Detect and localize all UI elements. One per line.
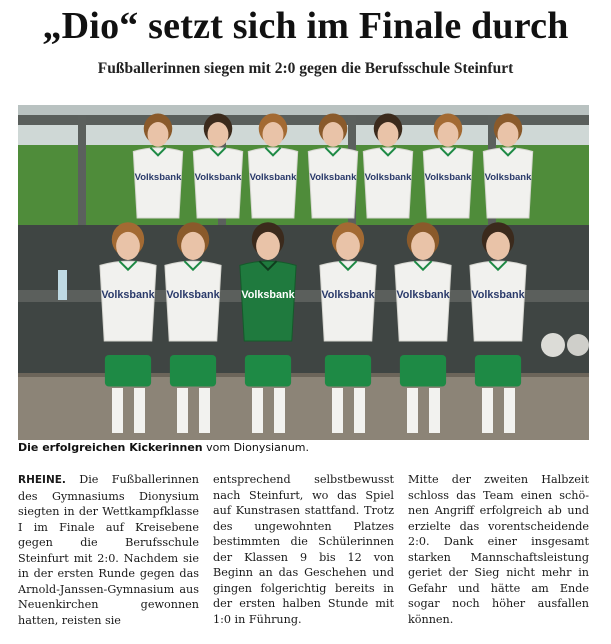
jersey-sponsor-logo: Volksbank — [471, 288, 525, 301]
jersey-sponsor-logo: Volksbank — [134, 172, 182, 183]
jersey-sponsor-logo: Volksbank — [249, 172, 297, 183]
column-1 — [18, 472, 199, 640]
jersey-sponsor-logo: Volksbank — [194, 172, 242, 183]
column-2: entsprechend selbstbewusst nach Steinfurt, wo das Spiel auf Kunstrasen stattfand. Trotz des ungewohnten Platzes bestimmten die Schülerinnen der Klassen 9 bis 12 von Beginn an das Geschehen und gingen folgerichtig bereits in der ersten halben Stunde mit 1:0 in Führung. — [213, 473, 394, 626]
player-shorts — [245, 355, 291, 387]
headline: „Dio“ setzt sich im Finale durch — [42, 5, 569, 47]
jersey-sponsor-logo: Volksbank — [321, 288, 375, 301]
player-sock — [332, 388, 343, 433]
jersey-sponsor-logo: Volksbank — [364, 172, 412, 183]
player-sock — [252, 388, 263, 433]
player-sock — [112, 388, 123, 433]
player-sock — [274, 388, 285, 433]
player-sock — [407, 388, 418, 433]
player-sock — [482, 388, 493, 433]
column-1-text: Die Fußballerinnen des Gymnasiums Dionysium siegten in der Wettkampfklasse I im Finale auf Kreisebene gegen die Berufsschule Steinfurt mit 2:0. Nachdem sie in der ersten Runde gegen das Arnold-Janssen-Gymnasium aus Neuenkirchen gewonnen hatten, reisten sie — [18, 473, 199, 627]
player-shorts — [170, 355, 216, 387]
player-shorts — [475, 355, 521, 387]
jersey-sponsor-logo: Volksbank — [241, 288, 295, 301]
dateline: RHEINE. — [18, 474, 66, 486]
player-sock — [177, 388, 188, 433]
player-shorts — [325, 355, 371, 387]
player-shorts — [105, 355, 151, 387]
jersey-sponsor-logo: Volksbank — [101, 288, 155, 301]
article-body — [18, 472, 589, 640]
subheadline: Fußballerinnen siegen mit 2:0 gegen die Berufsschule Steinfurt — [97, 60, 514, 77]
photo-caption — [18, 441, 589, 454]
team-photo-illustration — [18, 105, 589, 440]
column-3: Mitte der zweiten Halbzeit schloss das Team einen schönen Angriff erfolgreich ab und erzielte das vorentscheidende 2:0. Dank einer insgesamt starken Mannschaftsleistung geriet der Sieg nicht mehr in Gefahr und hätte am Ende sogar noch höher ausfallen können. — [408, 473, 589, 626]
caption-bold: Die erfolgreichen Kickerinnen — [18, 441, 203, 454]
jersey-sponsor-logo: Volksbank — [166, 288, 220, 301]
jersey-sponsor-logo: Volksbank — [396, 288, 450, 301]
player-sock — [354, 388, 365, 433]
player-sock — [429, 388, 440, 433]
player-sock — [134, 388, 145, 433]
jersey-sponsor-logo: Volksbank — [424, 172, 472, 183]
jersey-sponsor-logo: Volksbank — [309, 172, 357, 183]
caption-text: vom Dionysianum. — [202, 441, 310, 454]
jersey-sponsor-logo: Volksbank — [484, 172, 532, 183]
player-sock — [199, 388, 210, 433]
player-shorts — [400, 355, 446, 387]
team-photo — [18, 105, 589, 440]
player-sock — [504, 388, 515, 433]
